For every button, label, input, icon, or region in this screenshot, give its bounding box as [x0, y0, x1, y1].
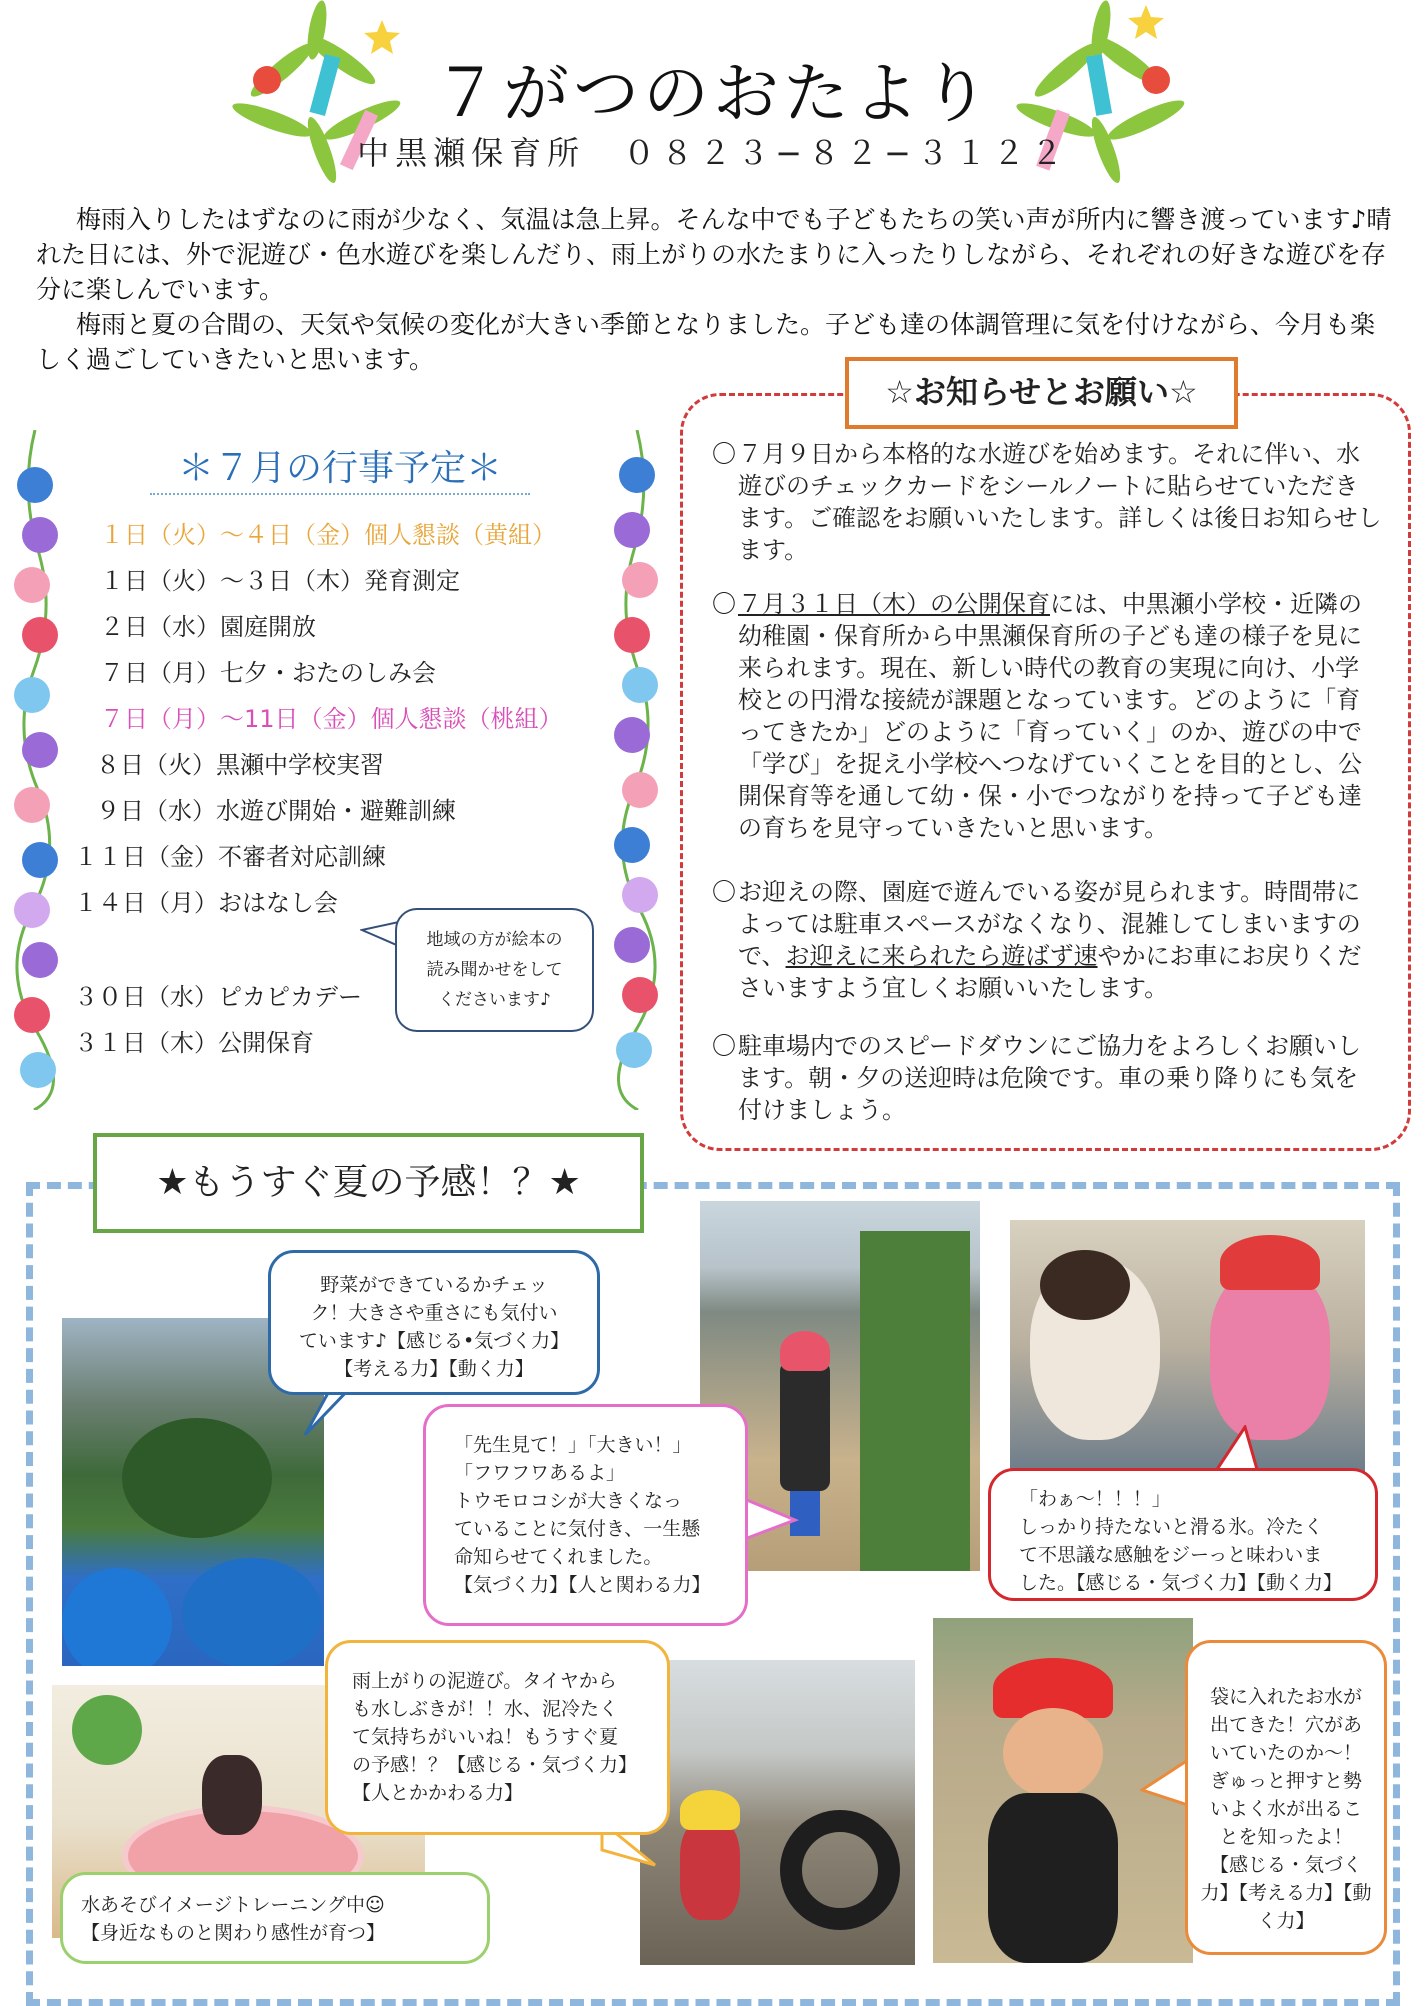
schedule-item: １４日（月）おはなし会 [74, 889, 338, 917]
photo-mud-tire [640, 1660, 915, 1965]
bubble-line: した。【感じる・気づく力】【動く力】 [1019, 1572, 1343, 1594]
bullet-circle: 〇 [712, 440, 736, 468]
intro-text [36, 202, 1396, 377]
morning-glory-vine-decoration-right [612, 430, 662, 1110]
bullet-circle: 〇 [712, 590, 736, 618]
bubble-line: 【身近なものと関わり感性が育つ】 [81, 1922, 386, 1944]
corn-speech-bubble [423, 1404, 748, 1626]
bubble-line: いよく水が出るこ [1209, 1798, 1362, 1820]
notice-text: 駐車場内でのスピードダウンにご協力をよろしくお願いします。朝・夕の送迎時は危険です。車の乗り降りにも気を付けましょう。 [738, 1032, 1362, 1124]
mud-speech-bubble [325, 1640, 670, 1835]
nursery-name-and-phone: 中黒瀬保育所 ０８２３−８２−３１２２ [357, 134, 1069, 172]
bubble-line: ク！大きさや重さにも気付い [310, 1302, 558, 1324]
notice-item [712, 438, 1382, 566]
notice-title: ☆お知らせとお願い☆ [845, 357, 1238, 429]
intro-paragraph: 梅雨入りしたはずなのに雨が少なく、気温は急上昇。そんな中でも子どもたちの笑い声が所内に響き渡っています♪晴れた日には、外で泥遊び・色水遊びを楽しんだり、雨上がりの水たまりに入ったりしながら、それぞれの好きな遊びを存分に楽しんでいます。 [36, 205, 1392, 304]
bubble-line: 【人とかかわる力】 [352, 1782, 524, 1804]
notice-text-post: やかにお車にお戻りくださいますよう宜しくお願いいたします。 [738, 942, 1362, 1002]
storytelling-speech-bubble [395, 908, 594, 1032]
bubble-line: 【考える力】【動く力】 [334, 1358, 534, 1380]
bubble-tail [740, 1490, 800, 1550]
schedule-title: ＊７月の行事予定＊ [150, 440, 530, 495]
bubble-line: ています♪【感じる•気づく力】 [298, 1330, 570, 1352]
bullet-circle: 〇 [712, 1032, 736, 1060]
photo-ice-children [1010, 1220, 1365, 1472]
schedule-item: １１日（金）不審者対応訓練 [74, 843, 386, 871]
bubble-line: 雨上がりの泥遊び。タイヤから [352, 1670, 617, 1692]
bubble-line: 力】【考える力】【動 [1200, 1882, 1372, 1904]
bubble-line: 出てきた！穴があ [1209, 1714, 1362, 1736]
pool-speech-bubble [60, 1872, 490, 1964]
bubble-line: く力】 [1257, 1910, 1315, 1932]
bubble-line: しっかり持たないと滑る氷。冷たく [1019, 1516, 1324, 1538]
bubble-line: て気持ちがいいね！もうすぐ夏 [352, 1726, 619, 1748]
notice-text: ７月９日から本格的な水遊びを始めます。それに伴い、水遊びのチェックカードをシールノートに貼らせていただきます。ご確認をお願いいたします。詳しくは後日お知らせします。 [738, 440, 1382, 564]
notice-text-pre: お迎えの際、園庭で遊んでいる姿が見られます。時間帯によっては駐車スペースがなくなり、混雑してしまいますので、 [738, 878, 1361, 970]
bubble-line: 地域の方が絵本の [426, 930, 563, 950]
bubble-line: 水あそびイメージトレーニング中☺ [81, 1894, 385, 1916]
notice-item [712, 588, 1382, 844]
notice-text [712, 588, 1382, 844]
bubble-line: 「フワフワあるよ」 [454, 1462, 626, 1484]
bubble-line: とを知ったよ！ [1219, 1826, 1353, 1848]
bubble-line: いていたのか～！ [1209, 1742, 1362, 1764]
bubble-line: の予感！？【感じる・気づく力】 [352, 1754, 638, 1776]
schedule-item: ８日（火）黒瀬中学校実習 [96, 751, 384, 779]
notice-item [712, 1030, 1382, 1126]
vegetables-speech-bubble [268, 1250, 600, 1395]
bubble-line: くださいます♪ [438, 990, 551, 1010]
schedule-item: ７日（月）七夕・おたのしみ会 [100, 659, 436, 687]
schedule-item: ２日（水）園庭開放 [100, 613, 316, 641]
morning-glory-vine-decoration-left [10, 430, 60, 1110]
water-bag-speech-bubble [1185, 1640, 1387, 1955]
notice-item [712, 876, 1382, 1004]
notice-emphasis: お迎えに来られたら遊ばず速 [785, 942, 1098, 970]
summer-section-title: ★もうすぐ夏の予感！？★ [93, 1133, 644, 1233]
ice-speech-bubble [988, 1468, 1378, 1601]
schedule-item: ７日（月）～11日（金）個人懇談（桃組） [100, 705, 563, 733]
bubble-line: 「先生見て！」「大きい！」 [454, 1434, 692, 1456]
bubble-line: 野菜ができているかチェッ [320, 1274, 548, 1296]
bullet-circle: 〇 [712, 878, 736, 906]
open-childcare-date: ７月３１日（木）の公開保育 [738, 590, 1050, 618]
page-title: ７がつのおたより [433, 55, 993, 132]
schedule-item: １日（火）～４日（金）個人懇談（黄組） [100, 521, 556, 549]
schedule-item: ９日（水）水遊び開始・避難訓練 [96, 797, 456, 825]
schedule-item: ３０日（水）ピカピカデー [74, 983, 362, 1011]
schedule-item: ３１日（木）公開保育 [74, 1029, 314, 1057]
bubble-line: 「わぁ～！！！」 [1019, 1488, 1171, 1510]
bubble-line: て不思議な感触をジーっと味わいま [1019, 1544, 1323, 1566]
bubble-line: 袋に入れたお水が [1209, 1686, 1362, 1708]
bubble-line: 【気づく力】【人と関わる力】 [454, 1574, 711, 1596]
bubble-tail [1140, 1750, 1190, 1810]
notice-text [712, 876, 1382, 1004]
bubble-line: ていることに気付き、一生懸 [454, 1518, 701, 1540]
bubble-line: 読み聞かせをして [426, 960, 563, 980]
bubble-line: 【感じる・気づく [1209, 1854, 1362, 1876]
bubble-line: も水しぶきが！！水、泥冷たく [352, 1698, 619, 1720]
notice-text-rest: には、中黒瀬小学校・近隣の幼稚園・保育所から中黒瀬保育所の子ども達の様子を見に来られます。現在、新しい時代の教育の実現に向け、小学校との円滑な接続が課題となっています。どのように「育ってきたか」どのように「育っていく」のか、遊びの中で「学び」を捉え小学校へつなげていくことを目的とし、公開保育等を通して幼・保・小でつながりを持って子ども達の育ちを見守っていきたいと思います。 [738, 590, 1362, 842]
intro-paragraph: 梅雨と夏の合間の、天気や気候の変化が大きい季節となりました。子ども達の体調管理に気を付けながら、今月も楽しく過ごしていきたいと思います。 [36, 310, 1376, 374]
bubble-line: ぎゅっと押すと勢 [1209, 1770, 1362, 1792]
schedule-item: １日（火）～３日（木）発育測定 [100, 567, 460, 595]
bubble-line: トウモロコシが大きくなっ [454, 1490, 683, 1512]
bubble-line: 命知らせてくれました。 [454, 1546, 663, 1568]
